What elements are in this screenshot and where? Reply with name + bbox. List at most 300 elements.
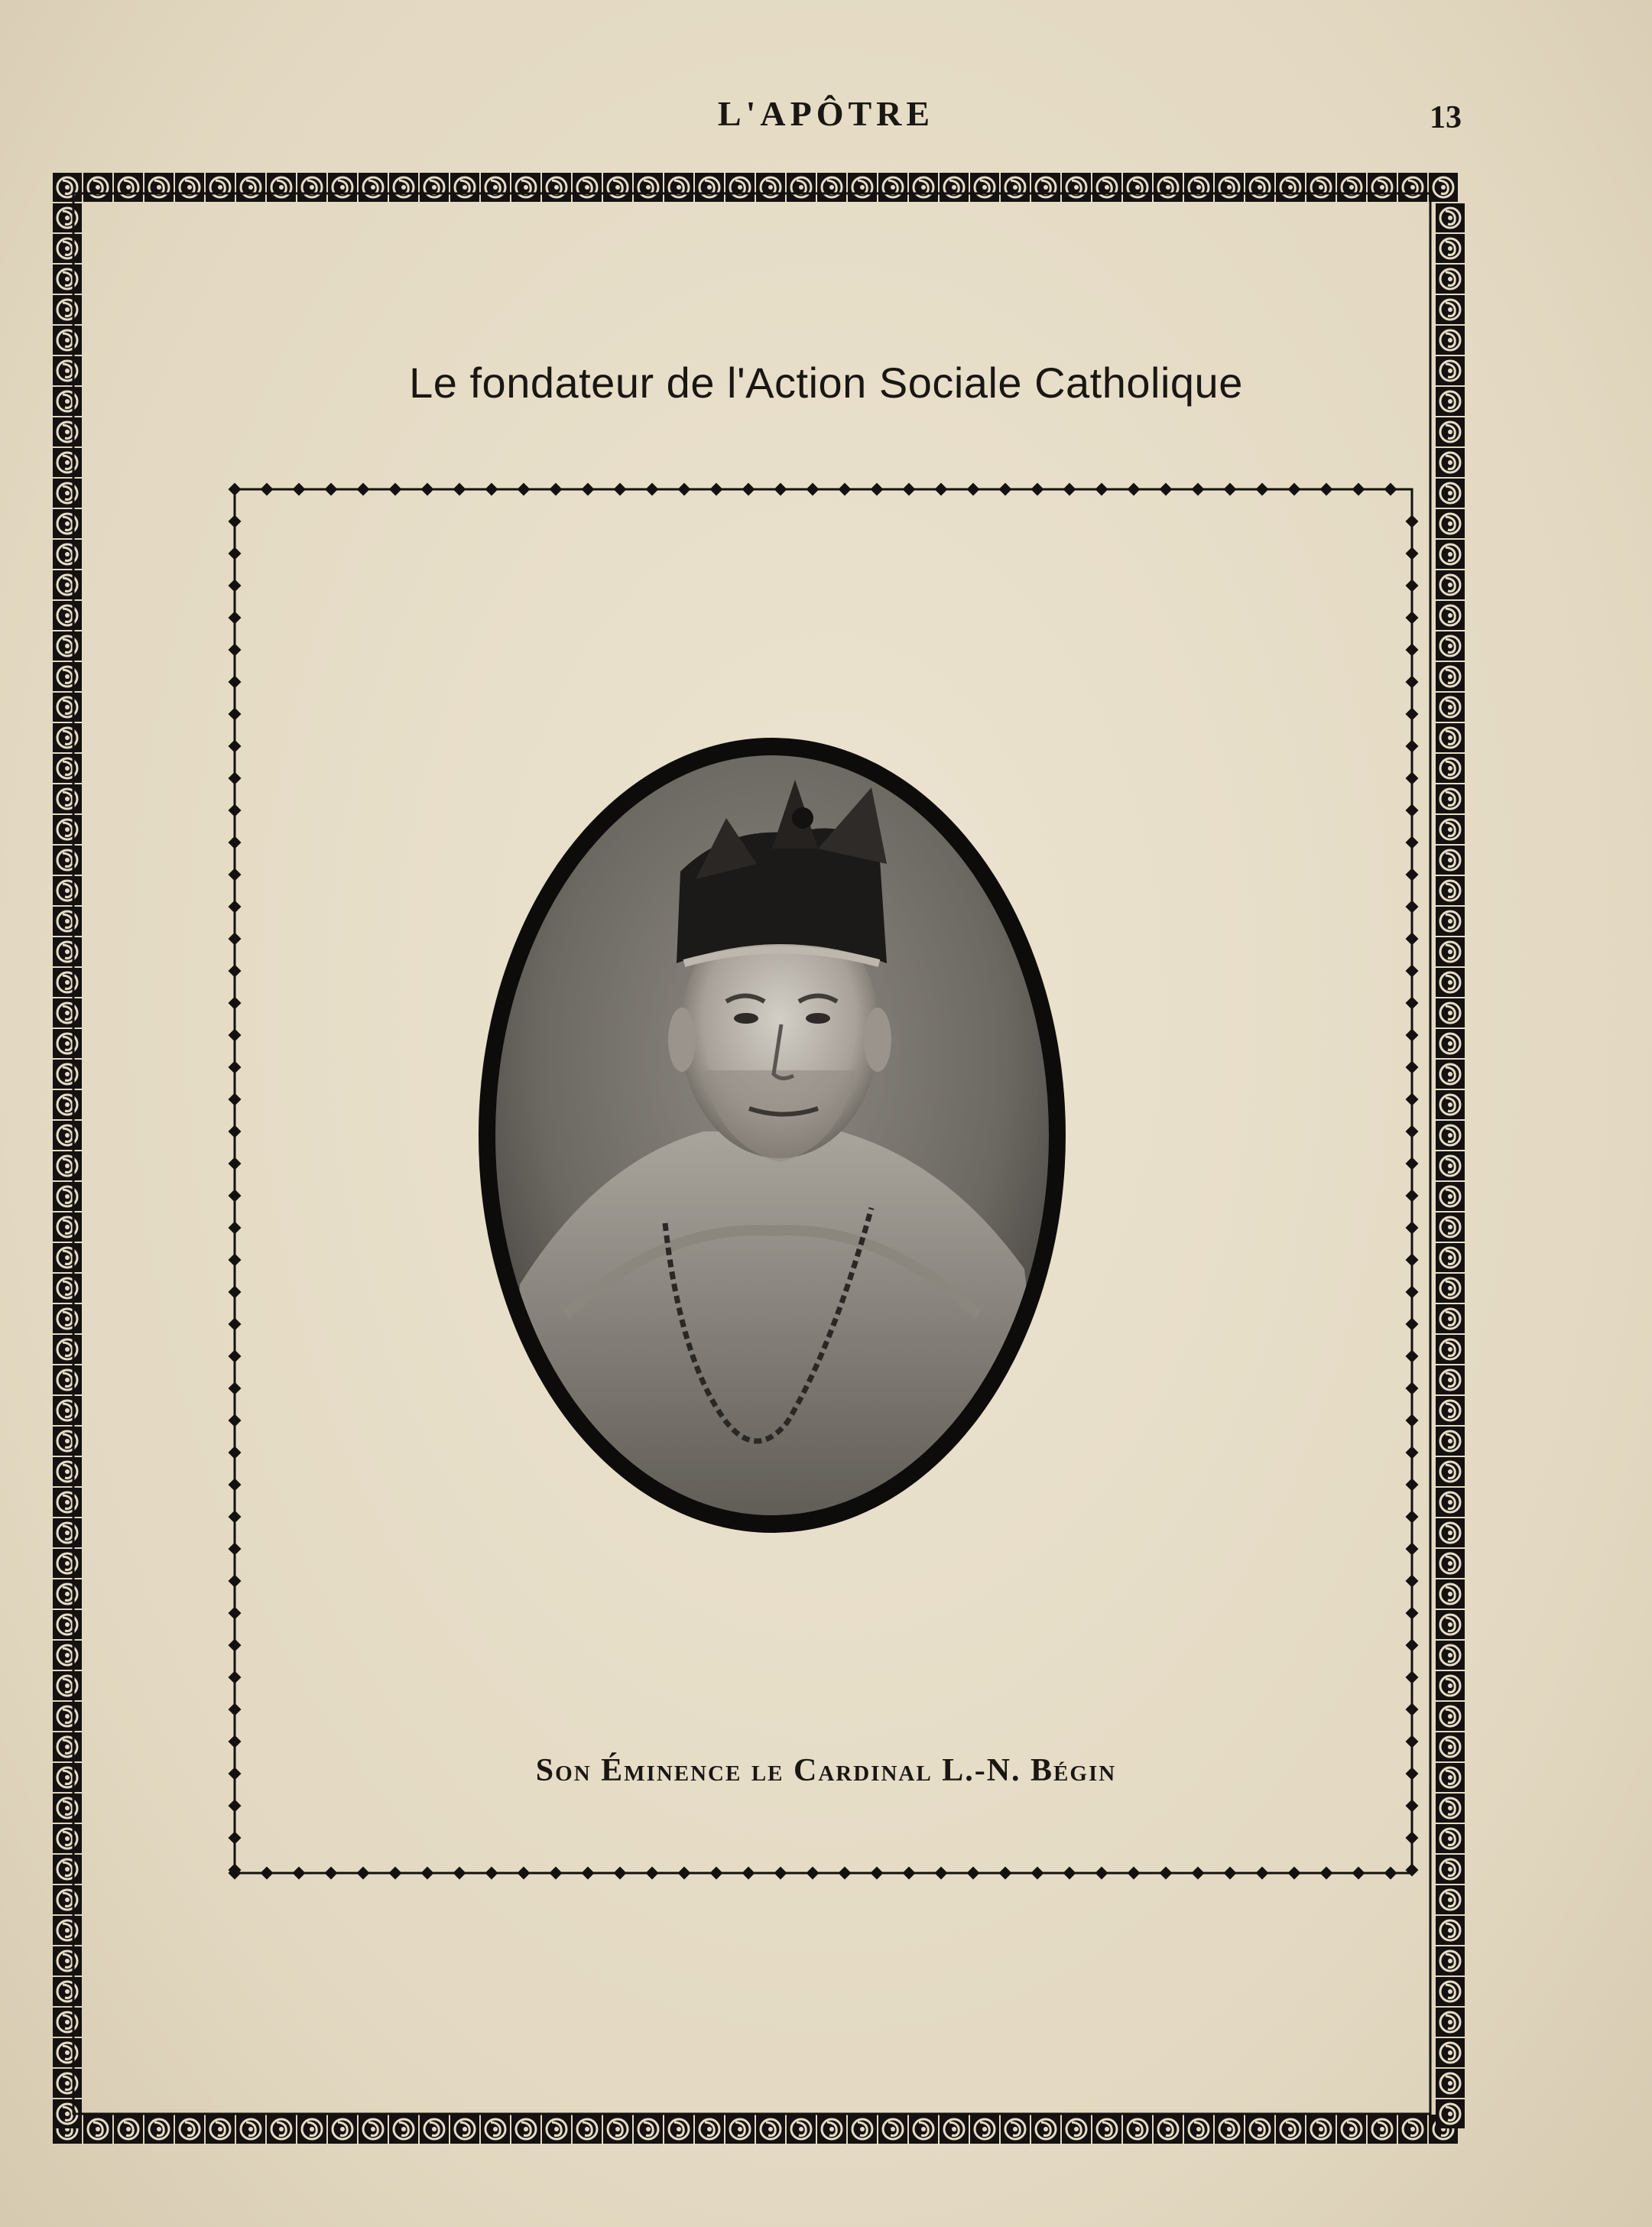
frame-dot — [325, 1867, 338, 1880]
border-ornament-tile — [144, 173, 174, 202]
border-ornament-tile — [53, 1702, 82, 1731]
page-number: 13 — [1430, 100, 1462, 135]
frame-dot — [1384, 1867, 1397, 1880]
frame-dot — [1406, 1414, 1419, 1427]
border-ornament-tile — [787, 2115, 816, 2144]
frame-dot — [229, 804, 242, 817]
frame-dot — [1406, 1479, 1419, 1492]
frame-dot — [229, 1543, 242, 1556]
border-ornament-tile — [1436, 1335, 1465, 1364]
frame-dot — [229, 1190, 242, 1203]
frame-dot — [229, 676, 242, 689]
frame-dot — [646, 483, 659, 496]
frame-dot — [1320, 483, 1333, 496]
border-ornament-tile — [511, 2115, 540, 2144]
border-ornament-tile — [53, 1029, 82, 1058]
border-ornament-tile — [328, 2115, 357, 2144]
border-ornament-tile — [1123, 173, 1152, 202]
frame-dot — [229, 1414, 242, 1427]
frame-dot — [229, 708, 242, 721]
frame-dot — [1406, 1864, 1419, 1877]
border-ornament-tile — [267, 173, 296, 202]
border-ornament-tile — [53, 1671, 82, 1700]
border-ornament-tile — [53, 479, 82, 508]
border-ornament-tile — [542, 2115, 571, 2144]
border-ornament-tile — [1436, 998, 1465, 1027]
frame-dot — [1160, 1867, 1173, 1880]
border-ornament-tile — [1436, 1151, 1465, 1180]
frame-dot — [229, 740, 242, 753]
frame-dot — [229, 547, 242, 560]
border-ornament-tile — [53, 1274, 82, 1303]
frame-dot — [1128, 1867, 1141, 1880]
border-ornament-tile — [1245, 2115, 1274, 2144]
border-ornament-tile — [756, 2115, 785, 2144]
border-ornament-tile — [787, 173, 816, 202]
frame-dot — [229, 1446, 242, 1459]
frame-dot — [229, 1703, 242, 1716]
border-ornament-tile — [1436, 1946, 1465, 1975]
border-ornament-tile — [450, 173, 479, 202]
border-ornament-tile — [359, 173, 388, 202]
border-ornament-tile — [1436, 631, 1465, 661]
frame-dot — [229, 772, 242, 785]
border-ornament-tile — [634, 2115, 663, 2144]
border-ornament-tile — [1436, 1885, 1465, 1914]
frame-dot — [485, 1867, 498, 1880]
frame-dot — [229, 1735, 242, 1748]
frame-dot — [229, 1800, 242, 1813]
border-ornament-tile — [817, 2115, 846, 2144]
frame-dot — [1406, 933, 1419, 946]
cardinal-portrait-photo — [474, 734, 1070, 1537]
border-ornament-tile — [1031, 173, 1060, 202]
border-ornament-tile — [603, 173, 632, 202]
frame-dot — [903, 483, 916, 496]
border-ornament-tile — [420, 173, 449, 202]
border-ornament-tile — [53, 1304, 82, 1333]
frame-dot — [1406, 1286, 1419, 1299]
frame-dot — [967, 483, 980, 496]
border-ornament-tile — [236, 173, 265, 202]
frame-dot — [1406, 612, 1419, 625]
border-ornament-tile — [53, 631, 82, 661]
border-ornament-tile — [1436, 265, 1465, 294]
border-ornament-tile — [1436, 1977, 1465, 2006]
border-ornament-tile — [1436, 540, 1465, 569]
frame-dot — [453, 483, 466, 496]
border-ornament-tile — [1436, 1060, 1465, 1089]
border-ornament-tile — [53, 540, 82, 569]
frame-dot — [614, 483, 627, 496]
frame-dot — [1320, 1867, 1333, 1880]
border-ornament-tile — [1436, 1824, 1465, 1853]
border-ornament-tile — [1001, 2115, 1030, 2144]
border-ornament-tile — [1436, 1488, 1465, 1517]
frame-dot — [229, 1511, 242, 1524]
border-ornament-tile — [481, 173, 510, 202]
frame-dot — [229, 1479, 242, 1492]
frame-dot — [229, 1575, 242, 1588]
border-ornament-tile — [53, 1885, 82, 1914]
frame-dot — [1406, 515, 1419, 528]
page-title: Le fondateur de l'Action Sociale Catholique — [409, 359, 1243, 407]
frame-dot — [229, 1093, 242, 1106]
frame-dot — [1063, 1867, 1076, 1880]
frame-dot — [261, 1867, 274, 1880]
border-ornament-tile — [878, 173, 907, 202]
border-ornament-tile — [53, 937, 82, 966]
border-ornament-tile — [206, 2115, 235, 2144]
frame-dot — [325, 483, 338, 496]
border-ornament-tile — [573, 2115, 602, 2144]
border-ornament-tile — [53, 662, 82, 691]
frame-dot — [710, 483, 723, 496]
border-ornament-tile — [1436, 295, 1465, 324]
border-ornament-tile — [1436, 784, 1465, 813]
frame-dot — [550, 1867, 563, 1880]
frame-dot — [903, 1867, 916, 1880]
frame-dot — [1406, 1446, 1419, 1459]
frame-dot — [1406, 772, 1419, 785]
border-ornament-tile — [909, 2115, 938, 2144]
frame-dot — [518, 1867, 531, 1880]
border-ornament-tile — [970, 2115, 999, 2144]
border-ornament-tile — [53, 907, 82, 936]
frame-dot — [229, 1318, 242, 1331]
frame-dot — [229, 901, 242, 914]
border-ornament-tile — [83, 2115, 112, 2144]
frame-dot — [229, 1350, 242, 1363]
border-ornament-tile — [53, 1610, 82, 1639]
border-ornament-tile — [756, 173, 785, 202]
border-ornament-tile — [53, 601, 82, 630]
border-ornament-tile — [1436, 907, 1465, 936]
border-ornament-tile — [1436, 1121, 1465, 1150]
frame-dot — [229, 1286, 242, 1299]
frame-dot — [1406, 1029, 1419, 1042]
frame-dot — [357, 483, 370, 496]
border-ornament-tile — [940, 173, 969, 202]
frame-dot — [1406, 1511, 1419, 1524]
frame-dot — [229, 997, 242, 1010]
frame-dot — [229, 1607, 242, 1620]
border-ornament-tile — [1154, 173, 1183, 202]
border-ornament-tile — [848, 2115, 877, 2144]
frame-dot — [485, 483, 498, 496]
frame-dot — [839, 1867, 852, 1880]
border-ornament-tile — [695, 2115, 724, 2144]
frame-dot — [1031, 1867, 1044, 1880]
frame-dot — [229, 1671, 242, 1684]
frame-dot — [935, 1867, 948, 1880]
border-ornament-tile — [1245, 173, 1274, 202]
border-ornament-tile — [53, 1549, 82, 1578]
border-ornament-tile — [1436, 2008, 1465, 2037]
border-ornament-tile — [53, 1182, 82, 1211]
border-ornament-tile — [53, 203, 82, 232]
frame-dot — [229, 1061, 242, 1074]
border-ornament-tile — [53, 1427, 82, 1456]
frame-dot — [1406, 1382, 1419, 1395]
frame-dot — [1160, 483, 1173, 496]
frame-dot — [1192, 1867, 1205, 1880]
frame-dot — [1406, 1093, 1419, 1106]
frame-dot — [839, 483, 852, 496]
frame-dot — [229, 612, 242, 625]
frame-dot — [1406, 1222, 1419, 1235]
border-ornament-tile — [664, 2115, 693, 2144]
border-ornament-tile — [511, 173, 540, 202]
frame-dot — [1406, 708, 1419, 721]
border-ornament-tile — [634, 173, 663, 202]
border-ornament-tile — [53, 1488, 82, 1517]
border-ornament-tile — [53, 784, 82, 813]
frame-dot — [293, 1867, 306, 1880]
border-ornament-tile — [53, 1243, 82, 1272]
border-ornament-tile — [1436, 1579, 1465, 1609]
frame-dot — [389, 483, 402, 496]
border-ornament-tile — [1184, 2115, 1213, 2144]
frame-dot — [646, 1867, 659, 1880]
border-ornament-tile — [1436, 1182, 1465, 1211]
border-ornament-tile — [328, 173, 357, 202]
border-ornament-tile — [53, 754, 82, 783]
border-ornament-tile — [1368, 173, 1397, 202]
frame-dot — [774, 1867, 787, 1880]
border-ornament-tile — [1062, 173, 1091, 202]
frame-dot — [967, 1867, 980, 1880]
border-ornament-tile — [1436, 876, 1465, 905]
frame-dot — [871, 1867, 884, 1880]
border-ornament-tile — [1062, 2115, 1091, 2144]
border-ornament-tile — [970, 173, 999, 202]
border-ornament-tile — [573, 173, 602, 202]
border-ornament-tile — [1436, 2099, 1465, 2128]
frame-dot — [1406, 836, 1419, 849]
frame-dot — [999, 483, 1012, 496]
frame-dot — [1406, 804, 1419, 817]
frame-dot — [1406, 1800, 1419, 1813]
frame-dot — [1095, 1867, 1108, 1880]
frame-dot — [807, 483, 820, 496]
border-ornament-tile — [114, 2115, 143, 2144]
frame-dot — [1406, 1639, 1419, 1652]
border-ornament-tile — [1123, 2115, 1152, 2144]
border-ornament-tile — [53, 1121, 82, 1150]
border-ornament-tile — [1436, 2069, 1465, 2098]
border-ornament-tile — [53, 295, 82, 324]
border-ornament-tile — [53, 1090, 82, 1119]
frame-dot — [582, 483, 595, 496]
border-ornament-tile — [1436, 1916, 1465, 1945]
frame-dot — [1256, 483, 1269, 496]
border-ornament-tile — [481, 2115, 510, 2144]
border-ornament-tile — [1031, 2115, 1060, 2144]
frame-dot — [389, 1867, 402, 1880]
border-ornament-tile — [1398, 2115, 1427, 2144]
border-ornament-tile — [53, 1824, 82, 1853]
frame-dot — [1406, 644, 1419, 657]
border-ornament-tile — [144, 2115, 174, 2144]
border-ornament-tile — [175, 173, 204, 202]
border-ornament-tile — [359, 2115, 388, 2144]
border-ornament-tile — [725, 173, 755, 202]
frame-dot — [261, 483, 274, 496]
border-ornament-tile — [53, 1060, 82, 1089]
border-ornament-tile — [940, 2115, 969, 2144]
border-ornament-tile — [389, 173, 418, 202]
frame-dot — [742, 483, 755, 496]
frame-dot — [421, 1867, 434, 1880]
border-ornament-tile — [1276, 173, 1305, 202]
border-ornament-tile — [53, 815, 82, 844]
border-ornament-tile — [1215, 173, 1244, 202]
border-ornament-tile — [53, 1396, 82, 1425]
border-ornament-tile — [53, 326, 82, 355]
border-ornament-tile — [53, 417, 82, 446]
border-ornament-tile — [695, 173, 724, 202]
frame-dot — [1406, 1575, 1419, 1588]
frame-dot — [1406, 676, 1419, 689]
border-ornament-tile — [1436, 1304, 1465, 1333]
border-ornament-tile — [1436, 815, 1465, 844]
frame-dot — [1256, 1867, 1269, 1880]
border-ornament-tile — [1436, 968, 1465, 997]
frame-dot — [1406, 1318, 1419, 1331]
frame-dot — [1288, 483, 1301, 496]
frame-dot — [1031, 483, 1044, 496]
border-ornament-tile — [1436, 1610, 1465, 1639]
border-ornament-tile — [53, 2008, 82, 2037]
border-ornament-tile — [236, 2115, 265, 2144]
border-ornament-tile — [1306, 173, 1336, 202]
border-ornament-tile — [1092, 2115, 1121, 2144]
border-ornament-tile — [1276, 2115, 1305, 2144]
border-ornament-tile — [1436, 509, 1465, 538]
border-ornament-tile — [1436, 203, 1465, 232]
border-ornament-tile — [1436, 1274, 1465, 1303]
border-ornament-tile — [1436, 1549, 1465, 1578]
border-ornament-tile — [53, 1794, 82, 1823]
border-ornament-tile — [114, 173, 143, 202]
frame-dot — [229, 644, 242, 657]
frame-dot — [1406, 1832, 1419, 1845]
border-ornament-tile — [1306, 2115, 1336, 2144]
border-ornament-tile — [1436, 937, 1465, 966]
border-ornament-tile — [1368, 2115, 1397, 2144]
frame-dot — [1406, 1671, 1419, 1684]
border-ornament-tile — [53, 234, 82, 263]
frame-dot — [229, 965, 242, 978]
frame-dot — [421, 483, 434, 496]
border-ornament-tile — [1436, 601, 1465, 630]
frame-dot — [1406, 1543, 1419, 1556]
frame-dot — [1406, 1190, 1419, 1203]
border-ornament-tile — [53, 2038, 82, 2067]
border-ornament-tile — [1398, 173, 1427, 202]
frame-dot — [1224, 1867, 1237, 1880]
border-ornament-tile — [53, 876, 82, 905]
border-ornament-tile — [1436, 1671, 1465, 1700]
border-ornament-tile — [53, 1365, 82, 1394]
border-ornament-tile — [297, 2115, 326, 2144]
border-ornament-tile — [1436, 1457, 1465, 1486]
frame-dot — [1095, 483, 1108, 496]
frame-dot — [1406, 1125, 1419, 1138]
border-ornament-tile — [1436, 1365, 1465, 1394]
frame-dot — [1352, 483, 1365, 496]
border-ornament-tile — [1436, 417, 1465, 446]
border-ornament-tile — [1436, 326, 1465, 355]
border-ornament-tile — [53, 846, 82, 875]
border-ornament-tile — [1436, 1427, 1465, 1456]
border-ornament-tile — [389, 2115, 418, 2144]
border-ornament-tile — [1436, 693, 1465, 722]
border-ornament-tile — [53, 693, 82, 722]
border-ornament-tile — [267, 2115, 296, 2144]
border-ornament-tile — [420, 2115, 449, 2144]
border-ornament-tile — [878, 2115, 907, 2144]
border-ornament-tile — [53, 723, 82, 752]
border-ornament-tile — [53, 265, 82, 294]
frame-dot — [1406, 901, 1419, 914]
border-ornament-tile — [53, 998, 82, 1027]
frame-dot — [1406, 1061, 1419, 1074]
border-ornament-tile — [83, 173, 112, 202]
border-ornament-tile — [1436, 1090, 1465, 1119]
border-ornament-tile — [1436, 234, 1465, 263]
frame-dot — [229, 1222, 242, 1235]
border-ornament-tile — [1436, 1641, 1465, 1670]
border-ornament-tile — [1337, 173, 1366, 202]
frame-dot — [229, 1832, 242, 1845]
frame-dot — [1406, 868, 1419, 881]
frame-dot — [229, 1254, 242, 1267]
border-ornament-tile — [1436, 754, 1465, 783]
border-ornament-tile — [1436, 1213, 1465, 1242]
border-ornament-tile — [297, 173, 326, 202]
border-ornament-tile — [1436, 1243, 1465, 1272]
border-ornament-tile — [1337, 2115, 1366, 2144]
frame-dot — [678, 1867, 691, 1880]
frame-dot — [807, 1867, 820, 1880]
frame-dot — [1406, 579, 1419, 592]
frame-dot — [1406, 740, 1419, 753]
border-ornament-tile — [1436, 448, 1465, 477]
border-ornament-tile — [1436, 1702, 1465, 1731]
frame-dot — [614, 1867, 627, 1880]
frame-dot — [229, 933, 242, 946]
border-ornament-tile — [53, 1213, 82, 1242]
border-ornament-tile — [1436, 2038, 1465, 2067]
frame-dot — [1406, 965, 1419, 978]
frame-dot — [229, 579, 242, 592]
frame-dot — [1128, 483, 1141, 496]
frame-dot — [582, 1867, 595, 1880]
frame-dot — [1406, 1735, 1419, 1748]
border-ornament-tile — [53, 1916, 82, 1945]
border-ornament-tile — [53, 1457, 82, 1486]
border-ornament-tile — [450, 2115, 479, 2144]
border-ornament-tile — [909, 173, 938, 202]
border-ornament-tile — [53, 1335, 82, 1364]
border-ornament-tile — [53, 1151, 82, 1180]
border-ornament-tile — [206, 173, 235, 202]
frame-dot — [710, 1867, 723, 1880]
border-ornament-tile — [1436, 723, 1465, 752]
border-ornament-tile — [1436, 1518, 1465, 1547]
